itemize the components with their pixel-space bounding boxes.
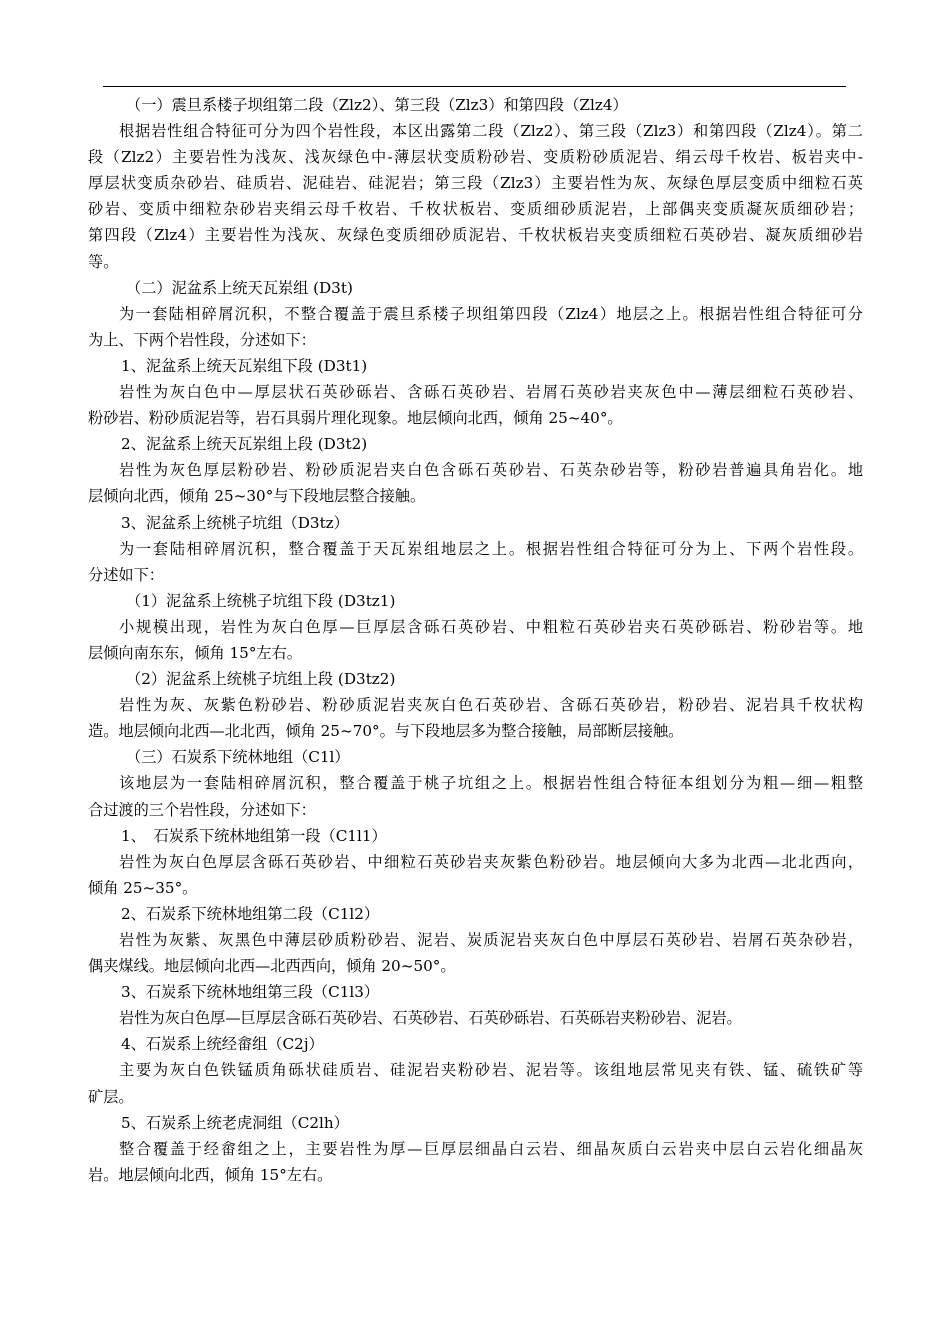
paragraph-line: 主要为灰白色铁锰质角砾状硅质岩、硅泥岩夹粉砂岩、泥岩等。该组地层常见夹有铁、锰、硫铁矿等 (119, 1061, 863, 1080)
subsection-heading: 2、泥盆系上统天瓦岽组上段 (D3t2) (121, 435, 368, 454)
subsection-heading: 3、石炭系下统林地组第三段（C1l3） (121, 983, 380, 1002)
paragraph-line: 为一套陆相碎屑沉积，整合覆盖于天瓦岽组地层之上。根据岩性组合特征可分为上、下两个岩性段。 (119, 539, 863, 558)
paragraph-line: 层倾向南东东，倾角 15°左右。 (88, 643, 302, 662)
subsection-heading: 2、石炭系下统林地组第二段（C1l2） (121, 904, 380, 923)
paragraph-line: 粉砂岩、粉砂质泥岩等，岩石具弱片理化现象。地层倾向北西，倾角 25~40°。 (88, 409, 623, 428)
paragraph-line: 造。地层倾向北西—北北西，倾角 25~70°。与下段地层多为整合接触，局部断层接触。 (88, 722, 684, 741)
document-body (88, 92, 863, 1188)
paragraph-line: 岩性为灰紫、灰黑色中薄层砂质粉砂岩、泥岩、炭质泥岩夹灰白色中厚层石英砂岩、岩屑石英杂砂岩， (119, 931, 863, 949)
paragraph-line: 第四段（Zlz4）主要岩性为浅灰、灰绿色变质细砂质泥岩、千枚状板岩夹变质细粒石英砂岩、凝灰质细砂岩 (88, 226, 863, 245)
paragraph-line: 小规模出现，岩性为灰白色厚—巨厚层含砾石英砂岩、中粗粒石英砂岩夹石英砂砾岩、粉砂岩等。地 (119, 617, 863, 636)
paragraph-line: 岩性为灰白色中—厚层状石英砂砾岩、含砾石英砂岩、岩屑石英砂岩夹灰色中—薄层细粒石英砂岩、 (119, 383, 863, 402)
paragraph-line: 为一套陆相碎屑沉积，不整合覆盖于震旦系楼子坝组第四段（Zlz4）地层之上。根据岩性组合特征可分 (119, 304, 863, 323)
subsection-heading: 1、 石炭系下统林地组第一段（C1l1） (121, 826, 387, 845)
paragraph-line: 等。 (88, 252, 119, 271)
paragraph-line: 根据岩性组合特征可分为四个岩性段，本区出露第二段（Zlz2）、第三段（Zlz3）和第四段（Zlz4）。第二 (119, 122, 863, 141)
paragraph-line: 岩性为灰白色厚—巨厚层含砾石英砂岩、石英砂岩、石英砂砾岩、石英砾岩夹粉砂岩、泥岩。 (119, 1009, 742, 1028)
subsection-heading: （2）泥盆系上统桃子坑组上段 (D3tz2) (126, 670, 396, 689)
paragraph-line: 该地层为一套陆相碎屑沉积，整合覆盖于桃子坑组之上。根据岩性组合特征本组划分为粗—细—粗整 (119, 774, 863, 793)
paragraph-line: 岩。地层倾向北西，倾角 15°左右。 (88, 1165, 333, 1184)
paragraph-line: 整合覆盖于经畲组之上，主要岩性为厚—巨厚层细晶白云岩、细晶灰质白云岩夹中层白云岩化细晶灰 (119, 1139, 863, 1158)
subsection-heading: 3、泥盆系上统桃子坑组（D3tz） (121, 513, 349, 532)
paragraph-line: 倾角 25~35°。 (88, 878, 198, 897)
paragraph-line: 岩性为灰白色厚层含砾石英砂岩、中细粒石英砂岩夹灰紫色粉砂岩。地层倾向大多为北西—北北西向， (119, 852, 863, 871)
paragraph-line: 层倾向北西，倾角 25~30°与下段地层整合接触。 (88, 487, 426, 506)
paragraph-line: 分述如下： (88, 565, 164, 584)
header-rule (103, 86, 846, 87)
paragraph-line: 岩性为灰色厚层粉砂岩、粉砂质泥岩夹白色含砾石英砂岩、石英杂砂岩等，粉砂岩普遍具角岩化。地 (119, 461, 863, 480)
section-heading-1: （一）震旦系楼子坝组第二段（Zlz2）、第三段（Zlz3）和第四段（Zlz4） (126, 96, 628, 114)
paragraph-line: 矿层。 (88, 1087, 134, 1106)
paragraph-line: 砂岩、变质中细粒杂砂岩夹绢云母千枚岩、千枚状板岩、变质细砂质泥岩，上部偶夹变质凝灰质细砂岩； (88, 200, 863, 219)
paragraph-line: 为上、下两个岩性段，分述如下： (88, 330, 316, 349)
paragraph-line: 岩性为灰、灰紫色粉砂岩、粉砂质泥岩夹灰白色石英砂岩、含砾石英砂岩，粉砂岩、泥岩具千枚状构 (119, 696, 863, 715)
section-heading-2: （二）泥盆系上统天瓦岽组 (D3t) (126, 278, 353, 297)
paragraph-line: 厚层状变质杂砂岩、硅质岩、泥硅岩、硅泥岩；第三段（Zlz3）主要岩性为灰、灰绿色厚层变质中细粒石英 (88, 174, 863, 193)
subsection-heading: 4、石炭系上统经畲组（C2j） (121, 1035, 324, 1054)
subsection-heading: （1）泥盆系上统桃子坑组下段 (D3tz1) (126, 591, 396, 610)
subsection-heading: 1、泥盆系上统天瓦岽组下段 (D3t1) (121, 356, 368, 375)
paragraph-line: 偶夹煤线。地层倾向北西—北西西向，倾角 20~50°。 (88, 957, 456, 976)
paragraph-line: 合过渡的三个岩性段，分述如下： (88, 800, 316, 819)
paragraph-line: 段（Zlz2）主要岩性为浅灰、浅灰绿色中-薄层状变质粉砂岩、变质粉砂质泥岩、绢云母千枚岩、板岩夹中- (88, 148, 863, 167)
subsection-heading: 5、石炭系上统老虎洞组（C2lh） (121, 1113, 349, 1132)
section-heading-3: （三）石炭系下统林地组（C1l） (126, 748, 350, 767)
